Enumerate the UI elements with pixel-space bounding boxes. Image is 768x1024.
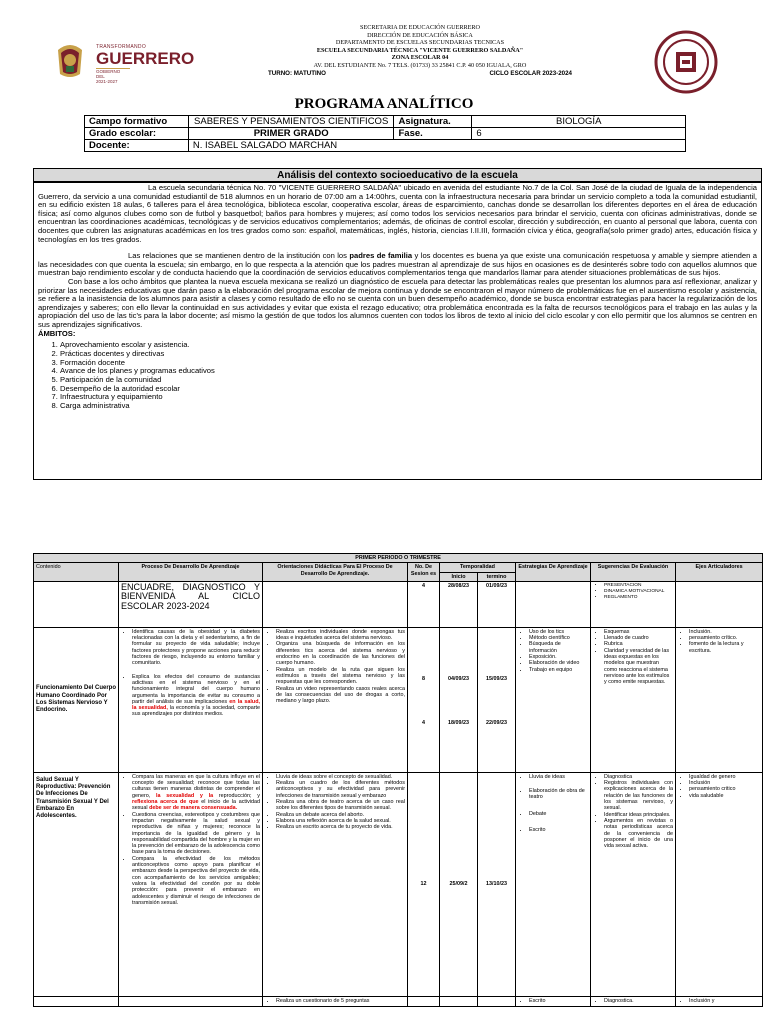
encuadre-cell: ENCUADRE, DIAGNOSTICO Y BIENVENIDA AL CICLO ESCOLAR 2023-2024: [119, 581, 263, 627]
list-item: • Identifica causas de la obesidad y la diabetes relacionadas con la dieta y el sedentarismo, a fin de formular su proyecto de vida saludable; incluye factores protectores y propone acciones para reducir factores de riesgo, incluyendo su entorno familiar y comunitario.: [132, 629, 260, 667]
context-heading: Análisis del contexto socioeducativo de la escuela: [33, 168, 762, 182]
grado-label: Grado escolar:: [85, 128, 189, 140]
list-item: • Explica los efectos del consumo de sustancias adictivas en el sistema nervioso y en el funcionamiento integral del cuerpo humano argumenta la importancia de evitar su consumo a partir del análisis de sus implicaciones en la salud, la sexualidad, la economía y la sociedad, comparte sus aprendizajes por distintos medios.: [132, 674, 260, 718]
list-item: • vida saludable: [689, 793, 760, 799]
contenido-cell: Salud Sexual Y Reproductiva: Prevención De Infecciones De Transmisión Sexual Y Del Embarazo En Adolescentes.: [34, 772, 119, 996]
list-item: 1. Aprovechamiento escolar y asistencia.: [60, 341, 757, 350]
table-row: Salud Sexual Y Reproductiva: Prevención De Infecciones De Transmisión Sexual Y Del Embarazo En Adolescentes. • Compara las maneras en que la cultura influye en el concepto de sexualidad; reconoce que todas las culturas tienen maneras distintas de comprender el genero, la sexualidad y la reproducción; y reflexiona acerca de que el inicio de la actividad sexual debe ser de manera consensuada. • Cuestiona creencias, estereotipos y costumbres que impactan negativamente la salud sexual y reproductiva de niñas y mujeres; reconoce la importancia de la igualdad de género y la responsabilidad compartida del hombre y la mujer en la prevención del embarazo de la adolescencia como base para la toma de decisiones. • Compara la efectividad de los métodos anticonceptivos como apoyo para planificar el embarazo desde la perspectiva del proyecto de vida, con acompañamiento de los servicios amigables; valora la efectividad del condón por su doble protección: para prevenir el embarazo en adolescentes y disminuir el riesgo de infecciones de transmisión sexual. • Lluvia de ideas sobre el concepto de sexualidad. • Realiza un cuadro de los diferentes métodos anticonceptivos y su efectividad para prevenir infecciones de transmisión sexual y embarazo • Realiza una obra de teatro acerca de un caso real sobre los diferentes tipos de transmisión sexual. • Realiza un debate acerca del aborto. • Elabora una reflexión acerca de la salud sexual. • Realiza un escrito acerca de tu proyecto de vida. 12 25/09/2 13/10/23 • Lluvia de ideas • Elaboración de obra de teatro • Debate • Escrito • Diagnostica • Registros individuales con explicaciones acerca de la relación de las funciones de los sistemas nervioso, y sexual. • Identificar ideas principales. • Argumentos en revistas o notas periodísticas acerca de la conveniencia de posponer el inicio de una vida sexual activa. • Igualdad de genero • Inclusión • pensamiento critico • vida saludable: [34, 772, 763, 996]
list-item: • Método científico: [529, 635, 588, 641]
list-item: • Debate: [529, 811, 588, 817]
list-item: • Igualdad de genero: [689, 774, 760, 780]
contenido-cell: Funcionamiento Del Cuerpo Humano Coordinado Por Los Sistemas Nervioso Y Endocrino.: [34, 627, 119, 772]
col-contenido: Contenido: [34, 563, 119, 582]
list-item: 2. Prácticas docentes y directivas: [60, 350, 757, 359]
program-meta-table: [84, 115, 686, 152]
list-item: • Inclusión.: [689, 629, 760, 635]
list-item: • pensamiento crítico.: [689, 635, 760, 641]
list-item: • Escrito: [529, 998, 588, 1004]
col-temporalidad: Temporalidad: [440, 563, 516, 572]
list-item: • Organiza una búsqueda de información en los diferentes tics acerca del sistema nervioso y endocrino en la coordinación de las funciones del cuerpo humano.: [276, 641, 405, 666]
list-item: • Lluvia de ideas: [529, 774, 588, 780]
list-item: 5. Participación de la comunidad: [60, 376, 757, 385]
list-item: • Elaboración de obra de teatro: [529, 788, 588, 801]
col-pda: Proceso De Desarrollo De Aprendizaje: [119, 563, 263, 582]
list-item: • Compara la efectividad de los métodos anticonceptivos como apoyo para planificar el embarazo desde la perspectiva del proyecto de vida, con acompañamiento de los servicios amigables; valora la efectividad del condón por su doble protección: para prevenir el embarazo en adolescentes y disminuir el riesgo de infecciones de transmisión sexual.: [132, 856, 260, 906]
list-item: • Escrito: [529, 827, 588, 833]
list-item: • PRESENTACION: [604, 583, 673, 589]
col-orientaciones: Orientaciones Didácticas Para El Proceso De Desarrollo De Aprendizaje.: [263, 563, 408, 582]
docente-value: N. ISABEL SALGADO MARCHAN: [188, 140, 685, 152]
header-line: DEPARTAMENTO DE ESCUELAS SECUNDARIAS TECNICAS: [335, 39, 505, 47]
list-item: 4. Avance de los planes y programas educativos: [60, 367, 757, 376]
list-item: • REGLAMENTO: [604, 595, 673, 601]
context-section: [33, 182, 762, 480]
list-item: • Registros individuales con explicaciones acerca de la relación de las funciones de los sistemas nervioso, y sexual.: [604, 780, 673, 811]
list-item: • Uso de los tics: [529, 629, 588, 635]
list-item: 8. Carga administrativa: [60, 402, 757, 411]
plan-table: [33, 553, 763, 1007]
period-heading: PRIMER PERIODO O TRIMESTRE: [34, 554, 763, 563]
list-item: • pensamiento critico: [689, 786, 760, 792]
list-item: • Realiza un debate acerca del aborto.: [276, 812, 405, 818]
header-block: [250, 24, 590, 77]
list-item: • Realiza un escrito acerca de tu proyecto de vida.: [276, 824, 405, 830]
list-item: • DINAMICA MOTIVACIONAL: [604, 589, 673, 595]
list-item: • Lluvia de ideas sobre el concepto de sexualidad.: [276, 774, 405, 780]
header-line: ZONA ESCOLAR 04: [391, 54, 449, 62]
list-item: • Inclusión y: [689, 998, 760, 1004]
list-item: • Elaboración de video: [529, 660, 588, 666]
context-paragraph-3: Con base a los ocho ámbitos que plantea la nueva escuela mexicana se realizó un diagnóstico de escuela para detectar las problemáticas reales que presentan los alumnos para así reflexionar, analizar y priorizar las necesidades educativas que darán paso a la elaboración del programa escolar de mejora continua y donde se encontraron el mayor número de problemáticas fue en el ausentismo escolar y asistencia, se refiere a la inasistencia de los alumnos para asistir a clases y como resultado de ello no se cuenta con un buen desempeño académico, donde se busca encontrar estrategias para hacer la regularización de los aprendizajes y saberes; con ello llevar la continuidad en sus actividades y evitar que exista el rezago educativo; otra problemática encontrada es la falta de recursos tecnológicos para el trabajo en las aulas y la apropiación del uso de las tic's para la labor docente; así mismo la gestión de que todos los alumnos cuenten con todos los libros de texto al inicio del ciclo escolar y con ello permitir que los alumnos se centren en sus aprendizajes significativos.: [38, 276, 757, 329]
table-row: ENCUADRE, DIAGNOSTICO Y BIENVENIDA AL CICLO ESCOLAR 2023-2024 4 28/08/23 01/09/23 • PRESENTACION • DINAMICA MOTIVACIONAL • REGLAMENTO: [34, 581, 763, 627]
header-line: SECRETARIA DE EDUCACIÓN GUERRERO: [360, 24, 480, 31]
page-title: PROGRAMA ANALÍTICO: [294, 96, 474, 112]
list-item: 3. Formación docente: [60, 359, 757, 368]
list-item: • fomento de la lectura y escritura.: [689, 641, 760, 654]
col-inicio: Inicio: [440, 572, 478, 581]
school-seal-logo: [654, 30, 718, 94]
campo-value: SABERES Y PENSAMIENTOS CIENTIFICOS: [188, 116, 394, 128]
turno: TURNO: MATUTINO: [268, 69, 326, 77]
state-seal-logo: [50, 40, 90, 80]
header-line: AV. DEL ESTUDIANTE No. 7 TELS. (01733) 33 25841 C.P. 40 050 IGUALA, GRO: [313, 61, 527, 69]
campo-label: Campo formativo: [85, 116, 189, 128]
table-row: [34, 996, 763, 1006]
fase-value: 6: [472, 128, 686, 140]
table-row: Funcionamiento Del Cuerpo Humano Coordinado Por Los Sistemas Nervioso Y Endocrino. • Identifica causas de la obesidad y la diabetes relacionadas con la dieta y el sedentarismo, a fin de formular su proyecto de vida saludable; incluye factores protectores y propone acciones para reducir factores de riesgo, incluyendo su entorno familiar y comunitario. • Explica los efectos del consumo de sustancias adictivas en el sistema nervioso y en el funcionamiento integral del cuerpo humano argumenta la importancia de evitar su consumo a partir del análisis de sus implicaciones en la salud, la sexualidad, la economía y la sociedad, comparte sus aprendizajes por distintos medios. • Realiza escritos individuales donde expongas tus ideas e inquietudes acerca del sistema nervioso. • Organiza una búsqueda de información en los diferentes tics acerca del sistema nervioso y endocrino en la coordinación de las funciones del cuerpo humano. • Realiza un modelo de la ruta que siguen los estímulos a través del sistema nervioso y las respuestas que les corresponden. • Realiza un video representando casos reales acerca de las consecuencias del uso de drogas a corto, mediano y largo plazo. 8 4 04/09/23 18/09/23 15/09/23 22/09/23 • Uso de los tics • Método científico • Búsqueda de información • Exposición. • Elaboración de video • Trabajo en equipo • Esquemas • Llenado de cuadro • Rubrica • Claridad y veracidad de las ideas expuestas en los modelos que muestran como reacciona el sistema nervioso ante los estímulos y como emite respuestas. • Inclusión. • pensamiento crítico. • fomento de la lectura y escritura.: [34, 627, 763, 772]
list-item: • Exposición.: [529, 654, 588, 660]
list-item: • Diagnostica: [604, 774, 673, 780]
list-item: • Realiza un modelo de la ruta que siguen los estímulos a través del sistema nervioso y las respuestas que les corresponden.: [276, 667, 405, 686]
list-item: • Rubrica: [604, 641, 673, 647]
list-item: • Llenado de cuadro: [604, 635, 673, 641]
list-item: • Búsqueda de información: [529, 641, 588, 654]
list-item: • Realiza un cuestionario de 5 preguntas: [276, 998, 405, 1004]
list-item: • Realiza un video representando casos reales acerca de las consecuencias del uso de drogas a corto, mediano y largo plazo.: [276, 686, 405, 705]
ciclo: CICLO ESCOLAR 2023-2024: [489, 69, 572, 77]
context-paragraph-1: La escuela secundaria técnica No. 70 "VICENTE GUERRERO SALDAÑA" ubicado en avenida del estudiante No.7 de la Col. San José de la ciudad de Iguala de la independencia Guerrero, da servicio a una comunidad estudiantil de 518 alumnos en un horario de 07:00 am a 14:00hrs, cuenta con la infraestructura necesaria para brindar un servicio completo a toda la comunidad estudiantil, en su edificio existen 18 aulas, 6 talleres para el área tecnológica, biblioteca escolar, cooperativa escolar, áreas de esparcimiento, canchas donde se desarrollan los diferentes deportes en el área de educación física; así como algunos clubes como son de futbol y basquetbol; baños para hombres y mujeres; así como todos los servicios necesarios para brindar el servicio, cuenta con oficinas administrativas, donde se encuentran las coordinaciones académicas, tecnológicas y de servicios educativos complementarios; además, de oficinas de control escolar, dirección y subdirección, en cuanto al personal que labora, cuenta con docentes que cubren las asignaturas académicas en los tres grados como son: español, matemáticas, inglés, historia, ciencias I.II.III, formación cívica y ética, geografía(solo primer grado) artes, educación física y tecnologías en los tres grados.: [38, 183, 757, 244]
list-item: • Identificar ideas principales.: [604, 812, 673, 818]
ambitos-label: ÁMBITOS:: [38, 328, 76, 338]
col-termino: termino: [478, 572, 516, 581]
col-sugerencias: Sugerencias De Evaluación: [591, 563, 676, 582]
col-estrategias: Estrategias De Aprendizaje: [516, 563, 591, 582]
col-sesiones: No. De Sesion es: [408, 563, 440, 582]
list-item: • Realiza un cuadro de los diferentes métodos anticonceptivos y su efectividad para prevenir infecciones de transmisión sexual y embarazo: [276, 780, 405, 799]
header-line: ESCUELA SECUNDARIA TÉCNICA "VICENTE GUERRERO SALDAÑA": [316, 46, 524, 54]
docente-label: Docente:: [85, 140, 189, 152]
list-item: • Esquemas: [604, 629, 673, 635]
col-ejes: Ejes Articuladores: [676, 563, 763, 582]
list-item: • Cuestiona creencias, estereotipos y costumbres que impactan negativamente la salud sexual y reproductiva de niñas y mujeres; reconoce la importancia de la igualdad de género y la responsabilidad compartida del hombre y la mujer en la prevención del embarazo de la adolescencia como base para la toma de decisiones.: [132, 812, 260, 856]
list-item: 7. Infraestructura y equipamiento: [60, 393, 757, 402]
list-item: • Trabajo en equipo: [529, 667, 588, 673]
list-item: • Inclusión: [689, 780, 760, 786]
asignatura-value: BIOLOGÍA: [472, 116, 686, 128]
grado-value: PRIMER GRADO: [188, 128, 394, 140]
list-item: • Realiza una obra de teatro acerca de un caso real sobre los diferentes tipos de transmisión sexual.: [276, 799, 405, 812]
asignatura-label: Asignatura.: [394, 116, 472, 128]
list-item: • Compara las maneras en que la cultura influye en el concepto de sexualidad; reconoce que todas las culturas tienen maneras distintas de comprender el genero, la sexualidad y la reproducción; y reflexiona acerca de que el inicio de la actividad sexual debe ser de manera consensuada.: [132, 774, 260, 812]
fase-label: Fase.: [394, 128, 472, 140]
brand-logo: TRANSFORMANDO GUERRERO GOBIERNO DEL 2021-2027: [96, 44, 195, 84]
list-item: • Realiza escritos individuales donde expongas tus ideas e inquietudes acerca del sistema nervioso.: [276, 629, 405, 642]
list-item: • Claridad y veracidad de las ideas expuestas en los modelos que muestran como reacciona el sistema nervioso ante los estímulos y como emite respuestas.: [604, 648, 673, 686]
list-item: • Diagnostica.: [604, 998, 673, 1004]
list-item: • Argumentos en revistas o notas periodísticas acerca de la conveniencia de posponer el inicio de una vida sexual activa.: [604, 818, 673, 849]
header-line: DIRECCIÓN DE EDUCACIÓN BÁSICA: [367, 31, 473, 39]
ambitos-list: [38, 341, 757, 411]
list-item: • Elabora una reflexión acerca de la salud sexual.: [276, 818, 405, 824]
list-item: 6. Desempeño de la autoridad escolar: [60, 385, 757, 394]
context-paragraph-2: Las relaciones que se mantienen dentro de la institución con los padres de familia y los docentes es buena ya que existe una comunicación respetuosa y amable y siempre atienden a las necesidades con que cuenta la escuela; sin embargo, en lo que respecta a la atención que los padres muestran al aprendizaje de sus hijos en ocasiones es de desinterés sobre todo con aquellos alumnos que muestran bajo rendimiento escolar y de conducta haciendo que la coordinación de servicios educativos complementarios tenga que mandarlos llamar para atender situaciones problemáticas de sus hijos.: [38, 251, 757, 278]
